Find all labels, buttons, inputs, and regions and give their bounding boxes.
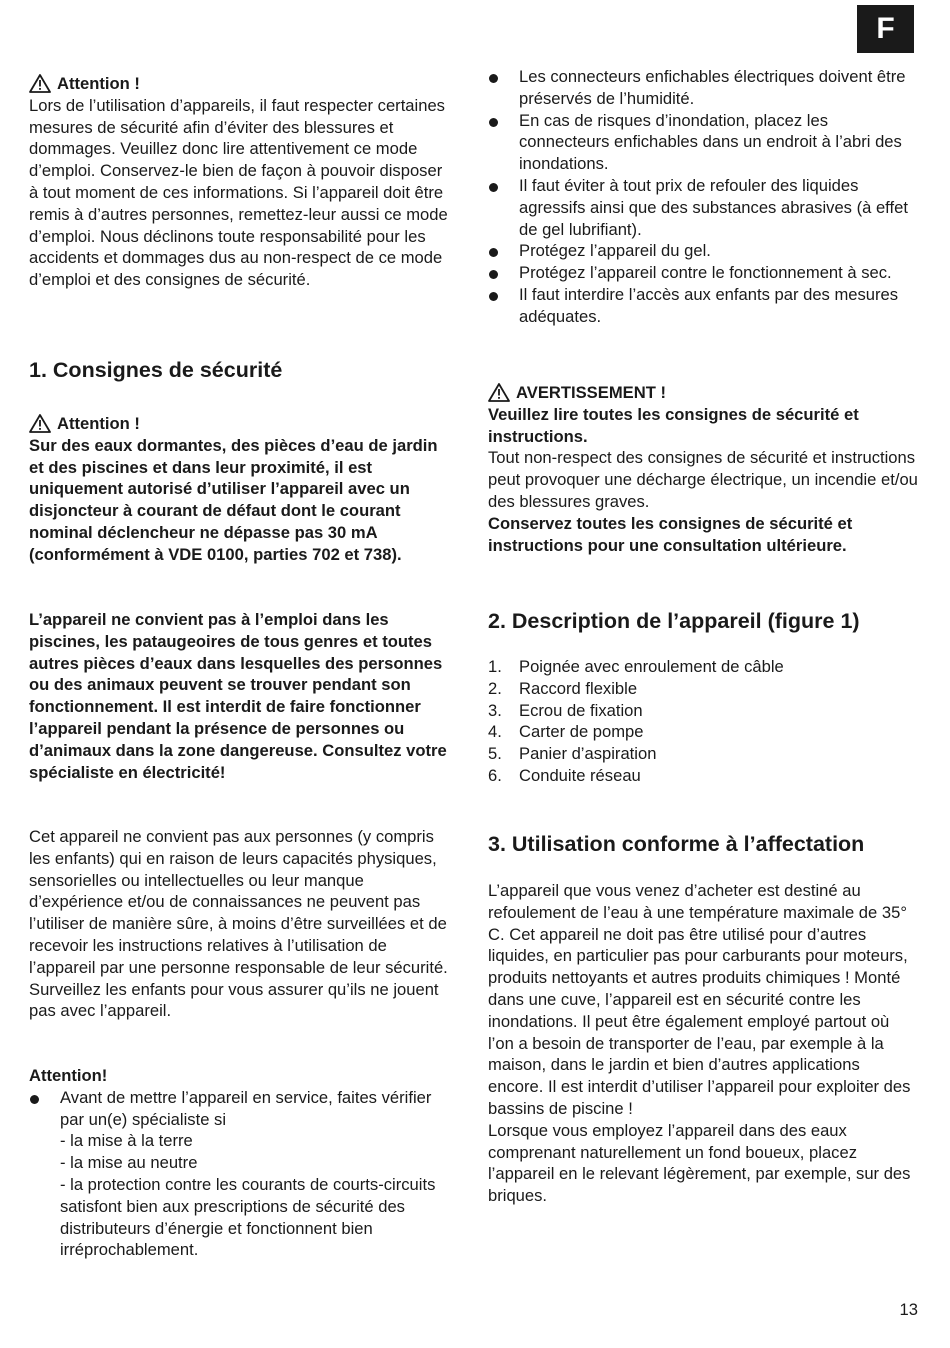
list-item: Protégez l’appareil du gel. xyxy=(488,240,918,262)
warning-icon xyxy=(29,74,51,93)
usage-paragraph: Lorsque vous employez l’appareil dans des eaux comprenant naturellement un fond boueux, placez l’appareil en le relevant légèrement, par exemple, sur des briques. xyxy=(488,1120,911,1206)
warning-text: Tout non-respect des consignes de sécurité et instructions peut provoquer une décharge électrique, un incendie et/ou des blessures graves. xyxy=(488,448,918,511)
page-number: 13 xyxy=(899,1300,918,1319)
attention-notice-2 xyxy=(29,413,454,566)
parts-list-item: 2. Raccord flexible xyxy=(488,678,638,698)
list-item: Il faut interdire l’accès aux enfants par des mesures adéquates. xyxy=(488,284,918,328)
children-paragraph: Cet appareil ne convient pas aux personnes (y compris les enfants) qui en raison de leurs capacités physiques, sensorielles ou intellectuelles ou leur manque d’expérience et/ou de connaissances ne peuvent pas l’utiliser de manière sûre, à moins d’être surveillées et de recevoir les instructions relatives à l’utilisation de l’appareil par une personne responsable de leur sécurité. Surveillez les enfants pour vous assurer qu’ils ne jouent pas avec l’appareil. xyxy=(29,827,448,1021)
list-item: En cas de risques d’inondation, placez les connecteurs enfichables dans un endroit à l’abri des inondations. xyxy=(488,110,918,175)
list-item: Avant de mettre l’appareil en service, faites vérifier par un(e) spécialiste si - la mise à la terre - la mise au neutre - la protection contre les courants de courts-circuits satisfont bien aux prescriptions de sécurité des distributeurs d’énergie et fonctionnent bien irréprochablement. xyxy=(29,1087,454,1261)
list-item: Protégez l’appareil contre le fonctionnement à sec. xyxy=(488,262,918,284)
warning-bold-text: Conservez toutes les consignes de sécurité et instructions pour une consultation ultérieure. xyxy=(488,513,853,555)
section-1-title: 1. Consignes de sécurité xyxy=(29,358,283,382)
pool-warning-paragraph: L’appareil ne convient pas à l’emploi dans les piscines, les pataugeoires de tous genres et toutes autres pièces d’eaux dans lesquelles des personnes ou des animaux peuvent se trouver pendant son fonctionnement. Il est interdit de faire fonctionner l’appareil pendant la présence de personnes ou d’animaux dans la zone dangereuse. Consultez votre spécialiste en électricité! xyxy=(29,610,447,782)
parts-list-item: 5. Panier d’aspiration xyxy=(488,744,657,764)
section-2-title: 2. Description de l’appareil (figure 1) xyxy=(488,609,860,633)
attention-body: Sur des eaux dormantes, des pièces d’eau de jardin et des piscines et dans leur proximité, il est uniquement autorisé d’utiliser l’appareil avec un disjoncteur à courant de défaut dont le courant nominal déclencheur ne dépasse pas 30 mA (conformément à VDE 0100, parties 702 et 738). xyxy=(29,435,438,564)
warning-heading: AVERTISSEMENT ! xyxy=(516,383,666,402)
parts-list-item: 1. Poignée avec enroulement de câble xyxy=(488,657,784,676)
warning-notice xyxy=(488,382,918,556)
section-3-title: 3. Utilisation conforme à l’affectation xyxy=(488,832,865,856)
usage-paragraph: L’appareil que vous venez d’acheter est destiné au refoulement de l’eau à une température maximale de 35° C. Cet appareil ne doit pas être utilisé pour d’autres liquides, en particulier pas pour carburants pour moteurs, produits nettoyants et autres produits chimiques ! Monté dans une cuve, l’appareil est en sécurité contre les inondations. Il peut être également employé partout où l’on a besoin de transporter de l’eau, par exemple à la maison, dans le jardin et bien d’autres applications encore. Il est interdit d’utiliser l’appareil pour exploiter des bassins de piscine ! xyxy=(488,881,911,1118)
warning-icon xyxy=(488,383,510,402)
attention-list xyxy=(29,1087,454,1261)
warning-icon xyxy=(29,414,51,433)
language-tab: F xyxy=(857,5,914,53)
safety-bullet-list xyxy=(488,66,918,328)
list-item: Les connecteurs enfichables électriques doivent être préservés de l’humidité. xyxy=(488,66,918,110)
attention-heading: Attention ! xyxy=(57,74,140,93)
parts-list-item: 3. Ecrou de fixation xyxy=(488,700,643,720)
list-item: Il faut éviter à tout prix de refouler des liquides agressifs ainsi que des substances abrasives (à effet de gel lubrifiant). xyxy=(488,175,918,240)
parts-list-item: 6. Conduite réseau xyxy=(488,765,641,785)
attention-notice-3 xyxy=(29,1065,454,1261)
parts-list xyxy=(488,656,918,787)
attention-heading: Attention ! xyxy=(57,414,140,433)
attention-notice-1 xyxy=(29,73,454,291)
parts-list-item: 4. Carter de pompe xyxy=(488,722,644,742)
warning-bold-text: Veuillez lire toutes les consignes de sécurité et instructions. xyxy=(488,404,859,446)
usage-text xyxy=(488,880,918,1207)
attention-heading: Attention! xyxy=(29,1066,108,1085)
attention-body: Lors de l’utilisation d’appareils, il faut respecter certaines mesures de sécurité afin d’éviter des blessures et dommages. Veuillez donc lire attentivement ce mode d’emploi. Conservez-le bien de façon à pouvoir disposer à tout moment de ces informations. Si l’appareil doit être remis à d’autres personnes, remettez-leur aussi ce mode d’emploi. Nous déclinons toute responsabilité pour les accidents et dommages dus au non-respect de ce mode d’emploi et des consignes de sécurité. xyxy=(29,95,448,290)
